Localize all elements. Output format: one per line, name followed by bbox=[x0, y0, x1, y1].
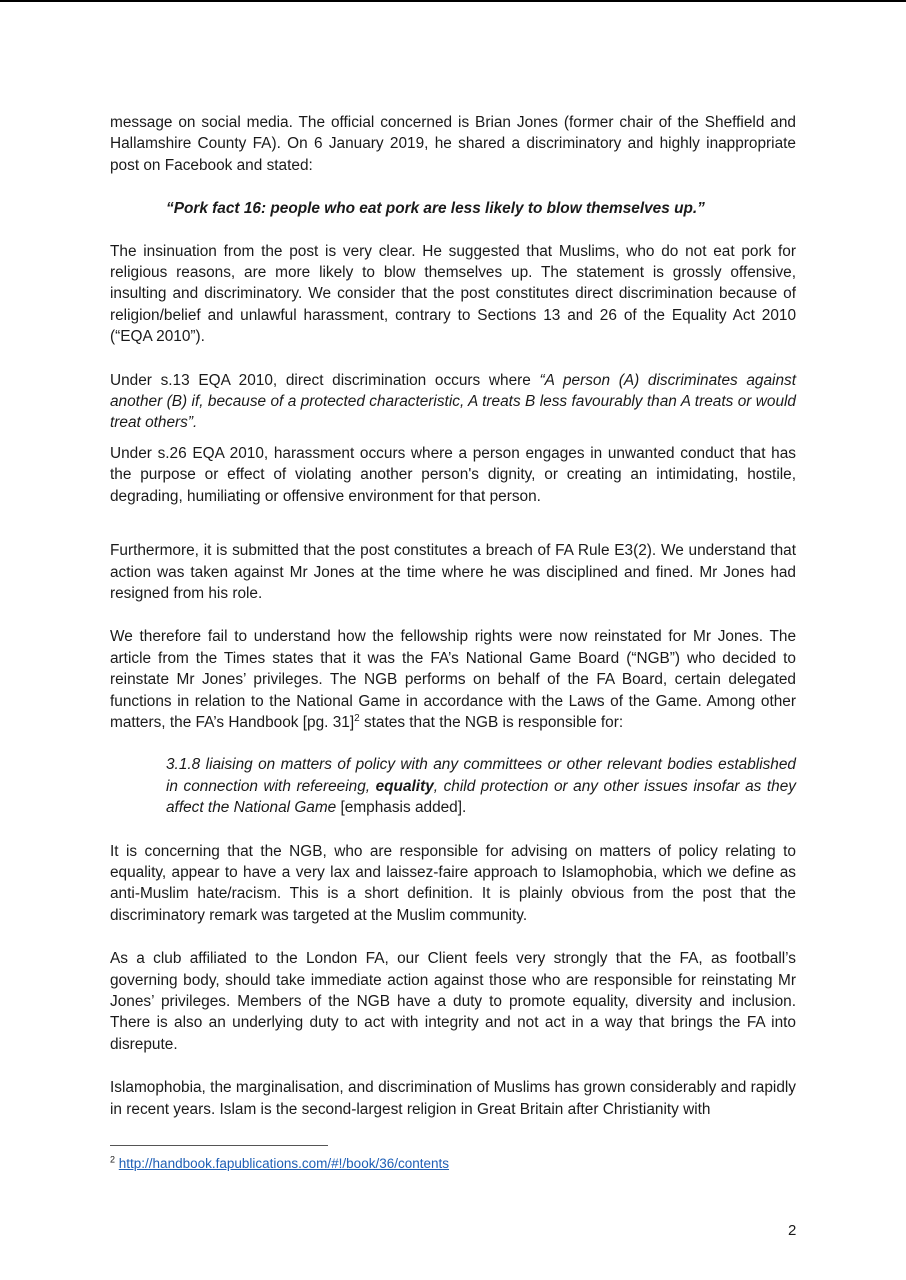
paragraph-fellowship-rights-text: We therefore fail to understand how the fellowship rights were now reinstated for Mr Jones. The article from the Times states that it was the FA’s National Game Board (“NGB”) who decided to reinstate Mr Jones’ privileges. The NGB performs on behalf of the FA Board, certain delegated functions in relation to the National Game in accordance with the Laws of the Game. Among other matters, the FA’s Handbook [pg. 31] bbox=[110, 628, 796, 731]
paragraph-ngb-concern: It is concerning that the NGB, who are responsible for advising on matters of policy relating to equality, appear to have a very lax and laissez-faire approach to Islamophobia, which we define as anti-Muslim hate/racism. This is a short definition. It is plainly obvious from the post that the discriminatory remark was targeted at the Muslim community. bbox=[110, 842, 796, 924]
page-number: 2 bbox=[788, 1222, 797, 1239]
paragraph-islamophobia: Islamophobia, the marginalisation, and discrimination of Muslims has grown considerably and rapidly in recent years. Islam is the second-largest religion in Great Britain after Christianity with bbox=[110, 1079, 796, 1118]
handbook-quote-emphasis: equality bbox=[375, 777, 434, 795]
paragraph-harassment: Under s.26 EQA 2010, harassment occurs where a person engages in unwanted conduct that has the purpose or effect of violating another person's dignity, or creating an intimidating, hostile, degrading, humiliating or offensive environment for that person. bbox=[110, 444, 796, 505]
footnote-separator bbox=[110, 1145, 328, 1146]
footnote bbox=[110, 1155, 449, 1173]
quote-pork-fact: “Pork fact 16: people who eat pork are less likely to blow themselves up.” bbox=[166, 200, 705, 218]
document-body bbox=[110, 112, 796, 1120]
top-border-rule bbox=[0, 0, 906, 2]
footnote-link[interactable]: http://handbook.fapublications.com/#!/book/36/contents bbox=[118, 1156, 450, 1171]
footnote-number: 2 bbox=[110, 1154, 116, 1165]
paragraph-club-affiliation: As a club affiliated to the London FA, our Client feels very strongly that the FA, as football’s governing body, should take immediate action against those who are responsible for reinstating Mr Jones’ privileges. Members of the NGB have a duty to promote equality, diversity and inclusion. There is also an underlying duty to act with integrity and not act in a way that brings the FA into disrepute. bbox=[110, 950, 796, 1053]
paragraph-insinuation: The insinuation from the post is very clear. He suggested that Muslims, who do not eat pork for religious reasons, are more likely to blow themselves up. The statement is grossly offensive, insulting and discriminatory. We consider that the post constitutes direct discrimination because of religion/belief and unlawful harassment, contrary to Sections 13 and 26 of the Equality Act 2010 (“EQA 2010”). bbox=[110, 242, 796, 346]
emphasis-added-note: [emphasis added]. bbox=[336, 799, 467, 817]
paragraph-direct-discrimination-lead: Under s.13 EQA 2010, direct discrimination occurs where bbox=[110, 371, 540, 389]
statute-quote-s13: “A person (A) discriminates against another (B) if, because of a protected characteristic, A treats B less favourably than A treats or would treat others”. bbox=[110, 371, 796, 432]
paragraph-intro: message on social media. The official concerned is Brian Jones (former chair of the Sheffield and Hallamshire County FA). On 6 January 2019, he shared a discriminatory and highly inappropriate post on Facebook and stated: bbox=[110, 114, 796, 174]
paragraph-fellowship-rights-tail: states that the NGB is responsible for: bbox=[359, 713, 624, 731]
paragraph-direct-discrimination bbox=[110, 370, 796, 434]
handbook-quote-part1: 3.1.8 liaising on matters of policy with any committees or other relevant bodies established in connection with refereeing, bbox=[166, 756, 796, 795]
paragraph-rule-breach: Furthermore, it is submitted that the post constitutes a breach of FA Rule E3(2). We understand that action was taken against Mr Jones at the time where he was disciplined and fined. Mr Jones had resigned from his role. bbox=[110, 542, 796, 602]
handbook-quote-part2: , child protection or any other issues insofar as they affect the National Game bbox=[166, 777, 796, 817]
footnote-reference[interactable]: 2 bbox=[354, 712, 360, 724]
handbook-quote bbox=[110, 754, 796, 818]
paragraph-fellowship-rights bbox=[110, 626, 796, 733]
